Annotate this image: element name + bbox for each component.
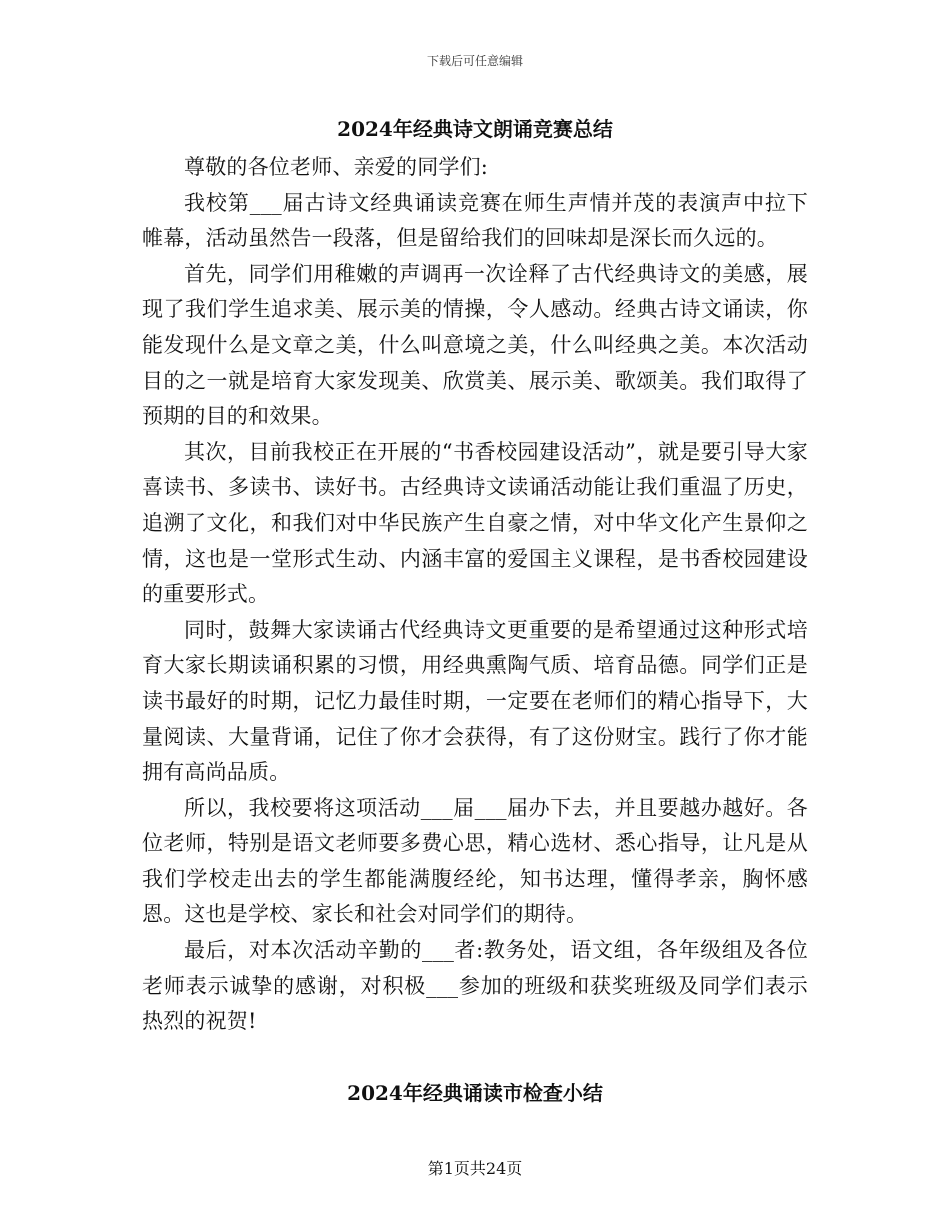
paragraph-1: 我校第___届古诗文经典诵读竞赛在师生声情并茂的表演声中拉下帷幕，活动虽然告一段落，但是留给我们的回味却是深长而久远的。 (142, 190, 808, 251)
greeting-line: 尊敬的各位老师、亲爱的同学们: (184, 155, 489, 179)
paragraph-6: 最后，对本次活动辛勤的___者:教务处，语文组，各年级组及各位老师表示诚挚的感谢，对积极___参加的班级和获奖班级及同学们表示热烈的祝贺! (142, 938, 808, 1034)
next-section-title: 2024年经典诵读市检查小结 (347, 1081, 603, 1105)
paragraph-3: 其次，目前我校正在开展的“书香校园建设活动”，就是要引导大家喜读书、多读书、读好书。古经典诗文读诵活动能让我们重温了历史，追溯了文化，和我们对中华民族产生自豪之情，对中华文化产生景仰之情，这也是一堂形式生动、内涵丰富的爱国主义课程，是书香校园建设的重要形式。 (142, 439, 808, 607)
paragraph-4: 同时，鼓舞大家读诵古代经典诗文更重要的是希望通过这种形式培育大家长期读诵积累的习惯，用经典熏陶气质、培育品德。同学们正是读书最好的时期，记忆力最佳时期，一定要在老师们的精心指导下，大量阅读、大量背诵，记住了你才会获得，有了这份财宝。践行了你才能拥有高尚品质。 (142, 617, 808, 785)
page-number: 第1页共24页 (427, 1159, 523, 1178)
paragraph-2: 首先，同学们用稚嫩的声调再一次诠释了古代经典诗文的美感，展现了我们学生追求美、展示美的情操，令人感动。经典古诗文诵读，你能发现什么是文章之美，什么叫意境之美，什么叫经典之美。本次活动目的之一就是培育大家发现美、欣赏美、展示美、歌颂美。我们取得了预期的目的和效果。 (142, 261, 808, 429)
paragraph-5: 所以，我校要将这项活动___届___届办下去，并且要越办越好。各位老师，特别是语文老师要多费心思，精心选材、悉心指导，让凡是从我们学校走出去的学生都能满腹经纶，知书达理，懂得孝亲，胸怀感恩。这也是学校、家长和社会对同学们的期待。 (142, 795, 808, 927)
download-note: 下载后可任意编辑 (426, 54, 523, 68)
document-body (142, 150, 808, 1040)
document-title: 2024年经典诗文朗诵竞赛总结 (337, 117, 613, 141)
